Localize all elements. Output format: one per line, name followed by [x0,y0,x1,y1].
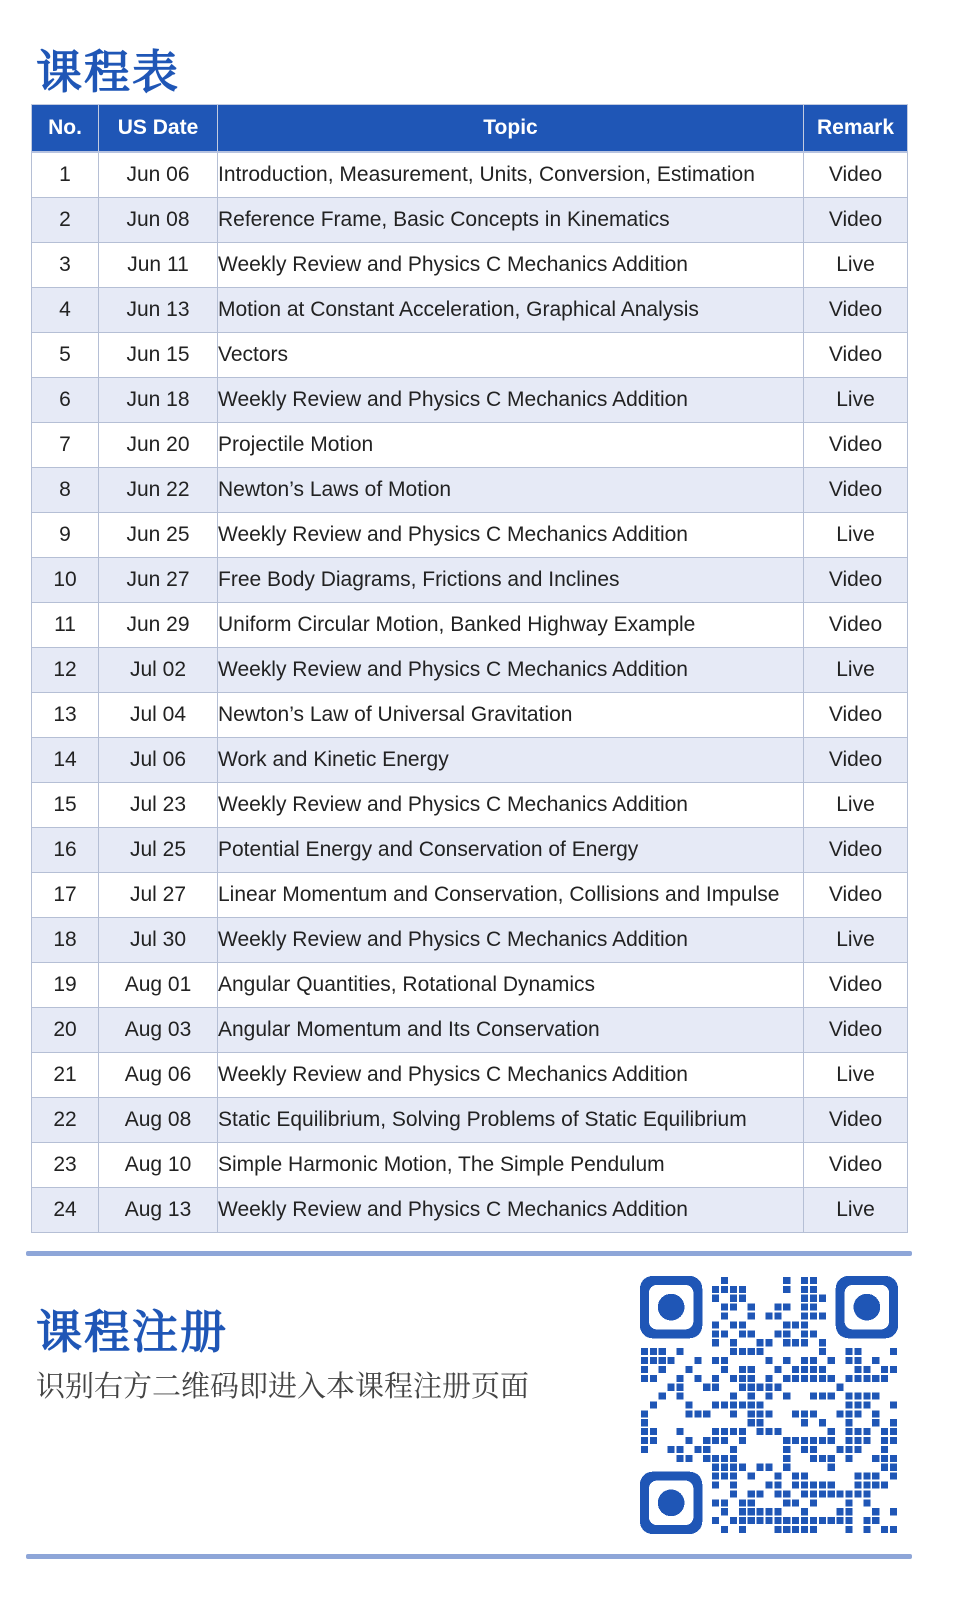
cell-remark: Video [804,198,908,243]
cell-remark: Video [804,828,908,873]
qr-finder-top-right [836,1276,898,1338]
cell-topic: Weekly Review and Physics C Mechanics Addition [218,918,804,963]
cell-remark: Video [804,873,908,918]
registration-title: 课程注册 [36,1305,228,1359]
cell-date: Aug 06 [99,1053,218,1098]
table-row [32,288,908,333]
cell-topic: Angular Momentum and Its Conservation [218,1008,804,1053]
cell-no: 3 [32,243,99,288]
cell-date: Jun 20 [99,423,218,468]
cell-date: Aug 10 [99,1143,218,1188]
cell-no: 12 [32,648,99,693]
cell-date: Jun 22 [99,468,218,513]
cell-no: 13 [32,693,99,738]
cell-topic: Static Equilibrium, Solving Problems of Static Equilibrium [218,1098,804,1143]
header-topic: Topic [218,105,804,153]
cell-no: 2 [32,198,99,243]
table-row [32,1143,908,1188]
cell-remark: Video [804,333,908,378]
cell-no: 24 [32,1188,99,1233]
schedule-body [32,152,908,1233]
cell-topic: Weekly Review and Physics C Mechanics Addition [218,243,804,288]
table-row [32,1188,908,1233]
table-row [32,1053,908,1098]
cell-no: 15 [32,783,99,828]
cell-no: 21 [32,1053,99,1098]
cell-no: 20 [32,1008,99,1053]
cell-remark: Video [804,468,908,513]
table-row [32,738,908,783]
cell-topic: Potential Energy and Conservation of Energy [218,828,804,873]
cell-topic: Vectors [218,333,804,378]
cell-date: Jun 25 [99,513,218,558]
table-row [32,873,908,918]
cell-topic: Linear Momentum and Conservation, Collisions and Impulse [218,873,804,918]
cell-remark: Video [804,738,908,783]
cell-no: 23 [32,1143,99,1188]
table-row [32,243,908,288]
cell-topic: Reference Frame, Basic Concepts in Kinematics [218,198,804,243]
cell-remark: Live [804,783,908,828]
table-row [32,333,908,378]
cell-remark: Video [804,558,908,603]
cell-remark: Live [804,243,908,288]
header-no: No. [32,105,99,153]
table-row [32,648,908,693]
cell-topic: Uniform Circular Motion, Banked Highway Example [218,603,804,648]
schedule-table [31,104,908,1233]
cell-no: 14 [32,738,99,783]
cell-topic: Weekly Review and Physics C Mechanics Addition [218,1053,804,1098]
cell-no: 17 [32,873,99,918]
page-title: 课程表 [36,45,180,99]
cell-remark: Video [804,1008,908,1053]
cell-topic: Projectile Motion [218,423,804,468]
cell-date: Jul 23 [99,783,218,828]
qr-code-icon[interactable] [640,1276,898,1534]
qr-finder-top-left [640,1276,702,1338]
cell-topic: Newton’s Law of Universal Gravitation [218,693,804,738]
table-header-row [32,105,908,153]
table-row [32,378,908,423]
cell-no: 4 [32,288,99,333]
table-row [32,783,908,828]
cell-remark: Live [804,378,908,423]
cell-date: Jul 25 [99,828,218,873]
cell-no: 5 [32,333,99,378]
table-row [32,558,908,603]
cell-no: 22 [32,1098,99,1143]
cell-remark: Video [804,963,908,1008]
table-row [32,198,908,243]
cell-topic: Work and Kinetic Energy [218,738,804,783]
cell-date: Jun 18 [99,378,218,423]
cell-topic: Angular Quantities, Rotational Dynamics [218,963,804,1008]
cell-remark: Live [804,648,908,693]
cell-remark: Video [804,1098,908,1143]
cell-topic: Weekly Review and Physics C Mechanics Addition [218,648,804,693]
cell-no: 18 [32,918,99,963]
cell-date: Aug 03 [99,1008,218,1053]
cell-date: Aug 01 [99,963,218,1008]
cell-topic: Newton’s Laws of Motion [218,468,804,513]
table-row [32,468,908,513]
table-row [32,828,908,873]
table-row [32,1008,908,1053]
cell-remark: Video [804,152,908,198]
cell-date: Jul 30 [99,918,218,963]
table-row [32,423,908,468]
table-row [32,513,908,558]
cell-topic: Simple Harmonic Motion, The Simple Pendulum [218,1143,804,1188]
cell-remark: Video [804,603,908,648]
cell-remark: Video [804,693,908,738]
cell-no: 9 [32,513,99,558]
cell-no: 16 [32,828,99,873]
cell-date: Jun 27 [99,558,218,603]
cell-no: 8 [32,468,99,513]
cell-topic: Weekly Review and Physics C Mechanics Addition [218,1188,804,1233]
cell-date: Jul 04 [99,693,218,738]
registration-description: 识别右方二维码即进入本课程注册页面 [36,1371,530,1403]
cell-date: Jun 29 [99,603,218,648]
cell-no: 11 [32,603,99,648]
cell-date: Jul 27 [99,873,218,918]
header-date: US Date [99,105,218,153]
qr-finder-bottom-left [640,1472,702,1534]
cell-no: 1 [32,152,99,198]
cell-topic: Weekly Review and Physics C Mechanics Addition [218,378,804,423]
cell-date: Aug 08 [99,1098,218,1143]
table-row [32,963,908,1008]
cell-remark: Video [804,1143,908,1188]
cell-topic: Weekly Review and Physics C Mechanics Addition [218,513,804,558]
cell-remark: Live [804,513,908,558]
table-row [32,603,908,648]
cell-remark: Video [804,288,908,333]
cell-no: 6 [32,378,99,423]
table-row [32,693,908,738]
divider-bottom [26,1554,912,1559]
cell-date: Jun 15 [99,333,218,378]
cell-remark: Live [804,918,908,963]
cell-no: 10 [32,558,99,603]
cell-date: Jun 06 [99,152,218,198]
cell-topic: Weekly Review and Physics C Mechanics Addition [218,783,804,828]
cell-topic: Motion at Constant Acceleration, Graphical Analysis [218,288,804,333]
cell-remark: Video [804,423,908,468]
cell-no: 7 [32,423,99,468]
divider-top [26,1251,912,1256]
header-remark: Remark [804,105,908,153]
cell-remark: Live [804,1188,908,1233]
cell-date: Jul 02 [99,648,218,693]
table-row [32,152,908,198]
table-row [32,1098,908,1143]
cell-date: Jun 11 [99,243,218,288]
cell-no: 19 [32,963,99,1008]
cell-topic: Introduction, Measurement, Units, Conversion, Estimation [218,152,804,198]
table-row [32,918,908,963]
cell-topic: Free Body Diagrams, Frictions and Inclines [218,558,804,603]
cell-date: Jun 13 [99,288,218,333]
cell-remark: Live [804,1053,908,1098]
cell-date: Jul 06 [99,738,218,783]
cell-date: Aug 13 [99,1188,218,1233]
cell-date: Jun 08 [99,198,218,243]
